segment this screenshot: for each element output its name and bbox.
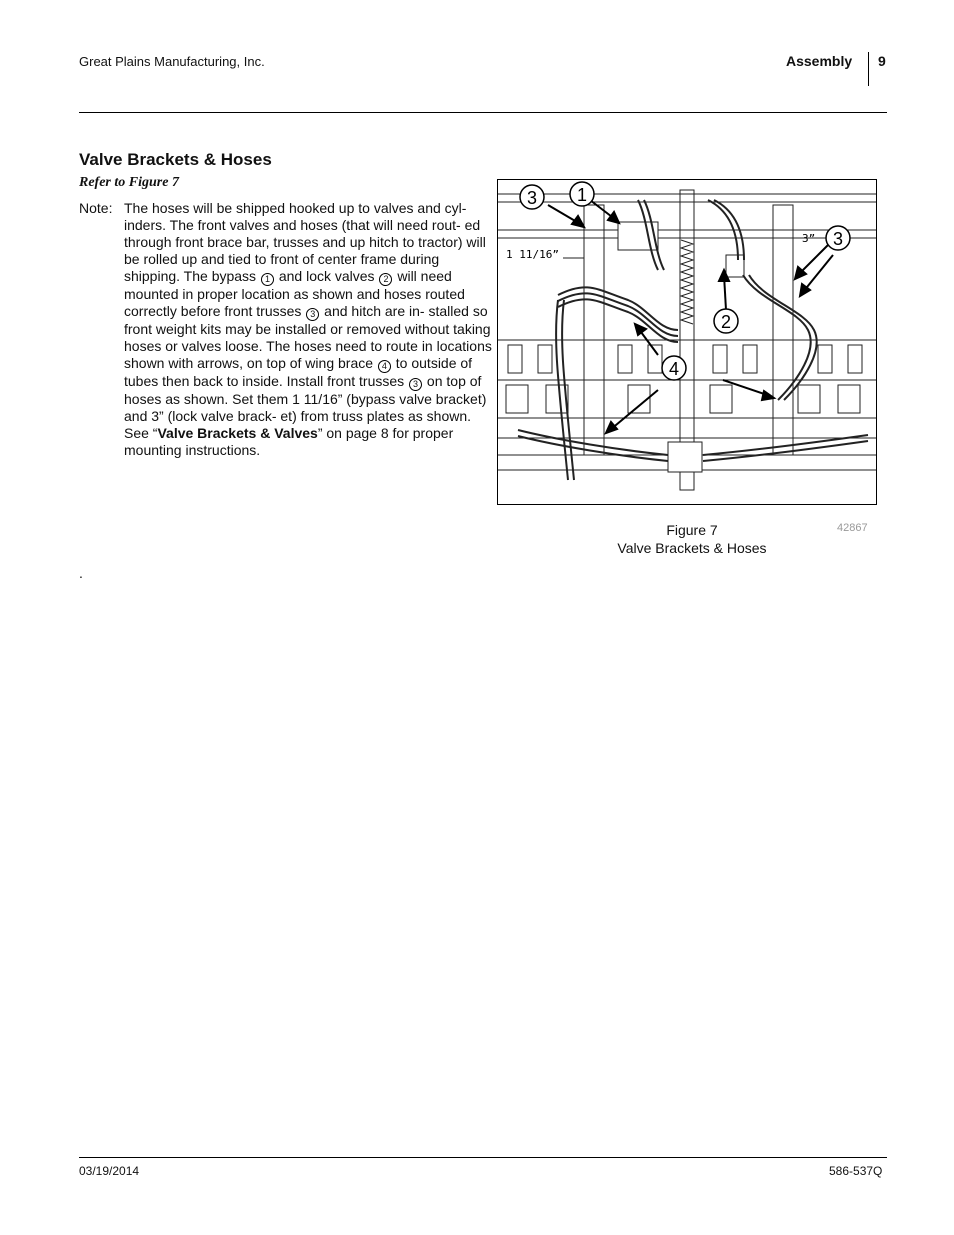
callout-label: 1	[576, 185, 588, 205]
callout-2: 2	[379, 273, 392, 286]
note-text: ” on page 8 for proper mounting instructions.	[124, 425, 454, 458]
footer-doc-number: 586-537Q	[829, 1164, 883, 1178]
note-text: and lock valves	[274, 268, 379, 284]
figure-reference: Refer to Figure 7	[79, 175, 179, 190]
header-company: Great Plains Manufacturing, Inc.	[79, 54, 265, 69]
callout-label: 4	[668, 359, 680, 379]
note-text: on top of hoses as shown. Set them 1 11/16” (bypass valve bracket) and 3” (lock valve brack- et) from truss plates as shown. See “	[124, 373, 487, 441]
dimension-label-right: 3”	[802, 232, 816, 245]
dimension-label-left: 1 11/16”	[506, 248, 559, 261]
page-number: 9	[878, 53, 886, 69]
header-rule	[79, 112, 887, 113]
note-text: will need mounted in proper location as shown and hoses routed correctly before front trusses	[124, 268, 465, 319]
note-text: and hitch are in- stalled so front weight kits may be installed or removed without taking hoses or valves loose. The hoses need to route in locations shown with arrows, on top of wing brace	[124, 303, 492, 371]
figure-title: Valve Brackets & Hoses	[617, 540, 767, 556]
cross-reference-link[interactable]: Valve Brackets & Valves	[157, 425, 318, 441]
figure-number: Figure 7	[666, 522, 718, 538]
header-divider	[868, 52, 869, 86]
header-section: Assembly	[786, 53, 853, 69]
callout-label: 3	[832, 229, 844, 249]
trailing-period: .	[79, 565, 83, 581]
section-title: Valve Brackets & Hoses	[79, 150, 272, 169]
footer-rule	[79, 1157, 887, 1158]
figure-illustration	[497, 179, 877, 505]
callout-3b: 3	[409, 378, 422, 391]
callout-4: 4	[378, 360, 391, 373]
note-text: The hoses will be shipped hooked up to valves and cyl- inders. The front valves and hoses (that will need rout- ed through front brace bar, trusses and up hitch to tractor) will be rolled up and tied to front of center frame during shipping. The bypass	[124, 200, 486, 284]
callout-3: 3	[306, 308, 319, 321]
callout-label: 2	[720, 312, 732, 332]
valve-hose-drawing	[498, 180, 876, 504]
note-label: Note:	[79, 200, 113, 216]
note-text: to outside of tubes then back to inside. Install front trusses	[124, 355, 473, 389]
callout-1: 1	[261, 273, 274, 286]
figure-id: 42867	[837, 522, 868, 534]
figure-caption	[597, 521, 787, 557]
callout-label: 3	[526, 188, 538, 208]
note-body	[124, 200, 496, 459]
footer-date: 03/19/2014	[79, 1164, 140, 1178]
